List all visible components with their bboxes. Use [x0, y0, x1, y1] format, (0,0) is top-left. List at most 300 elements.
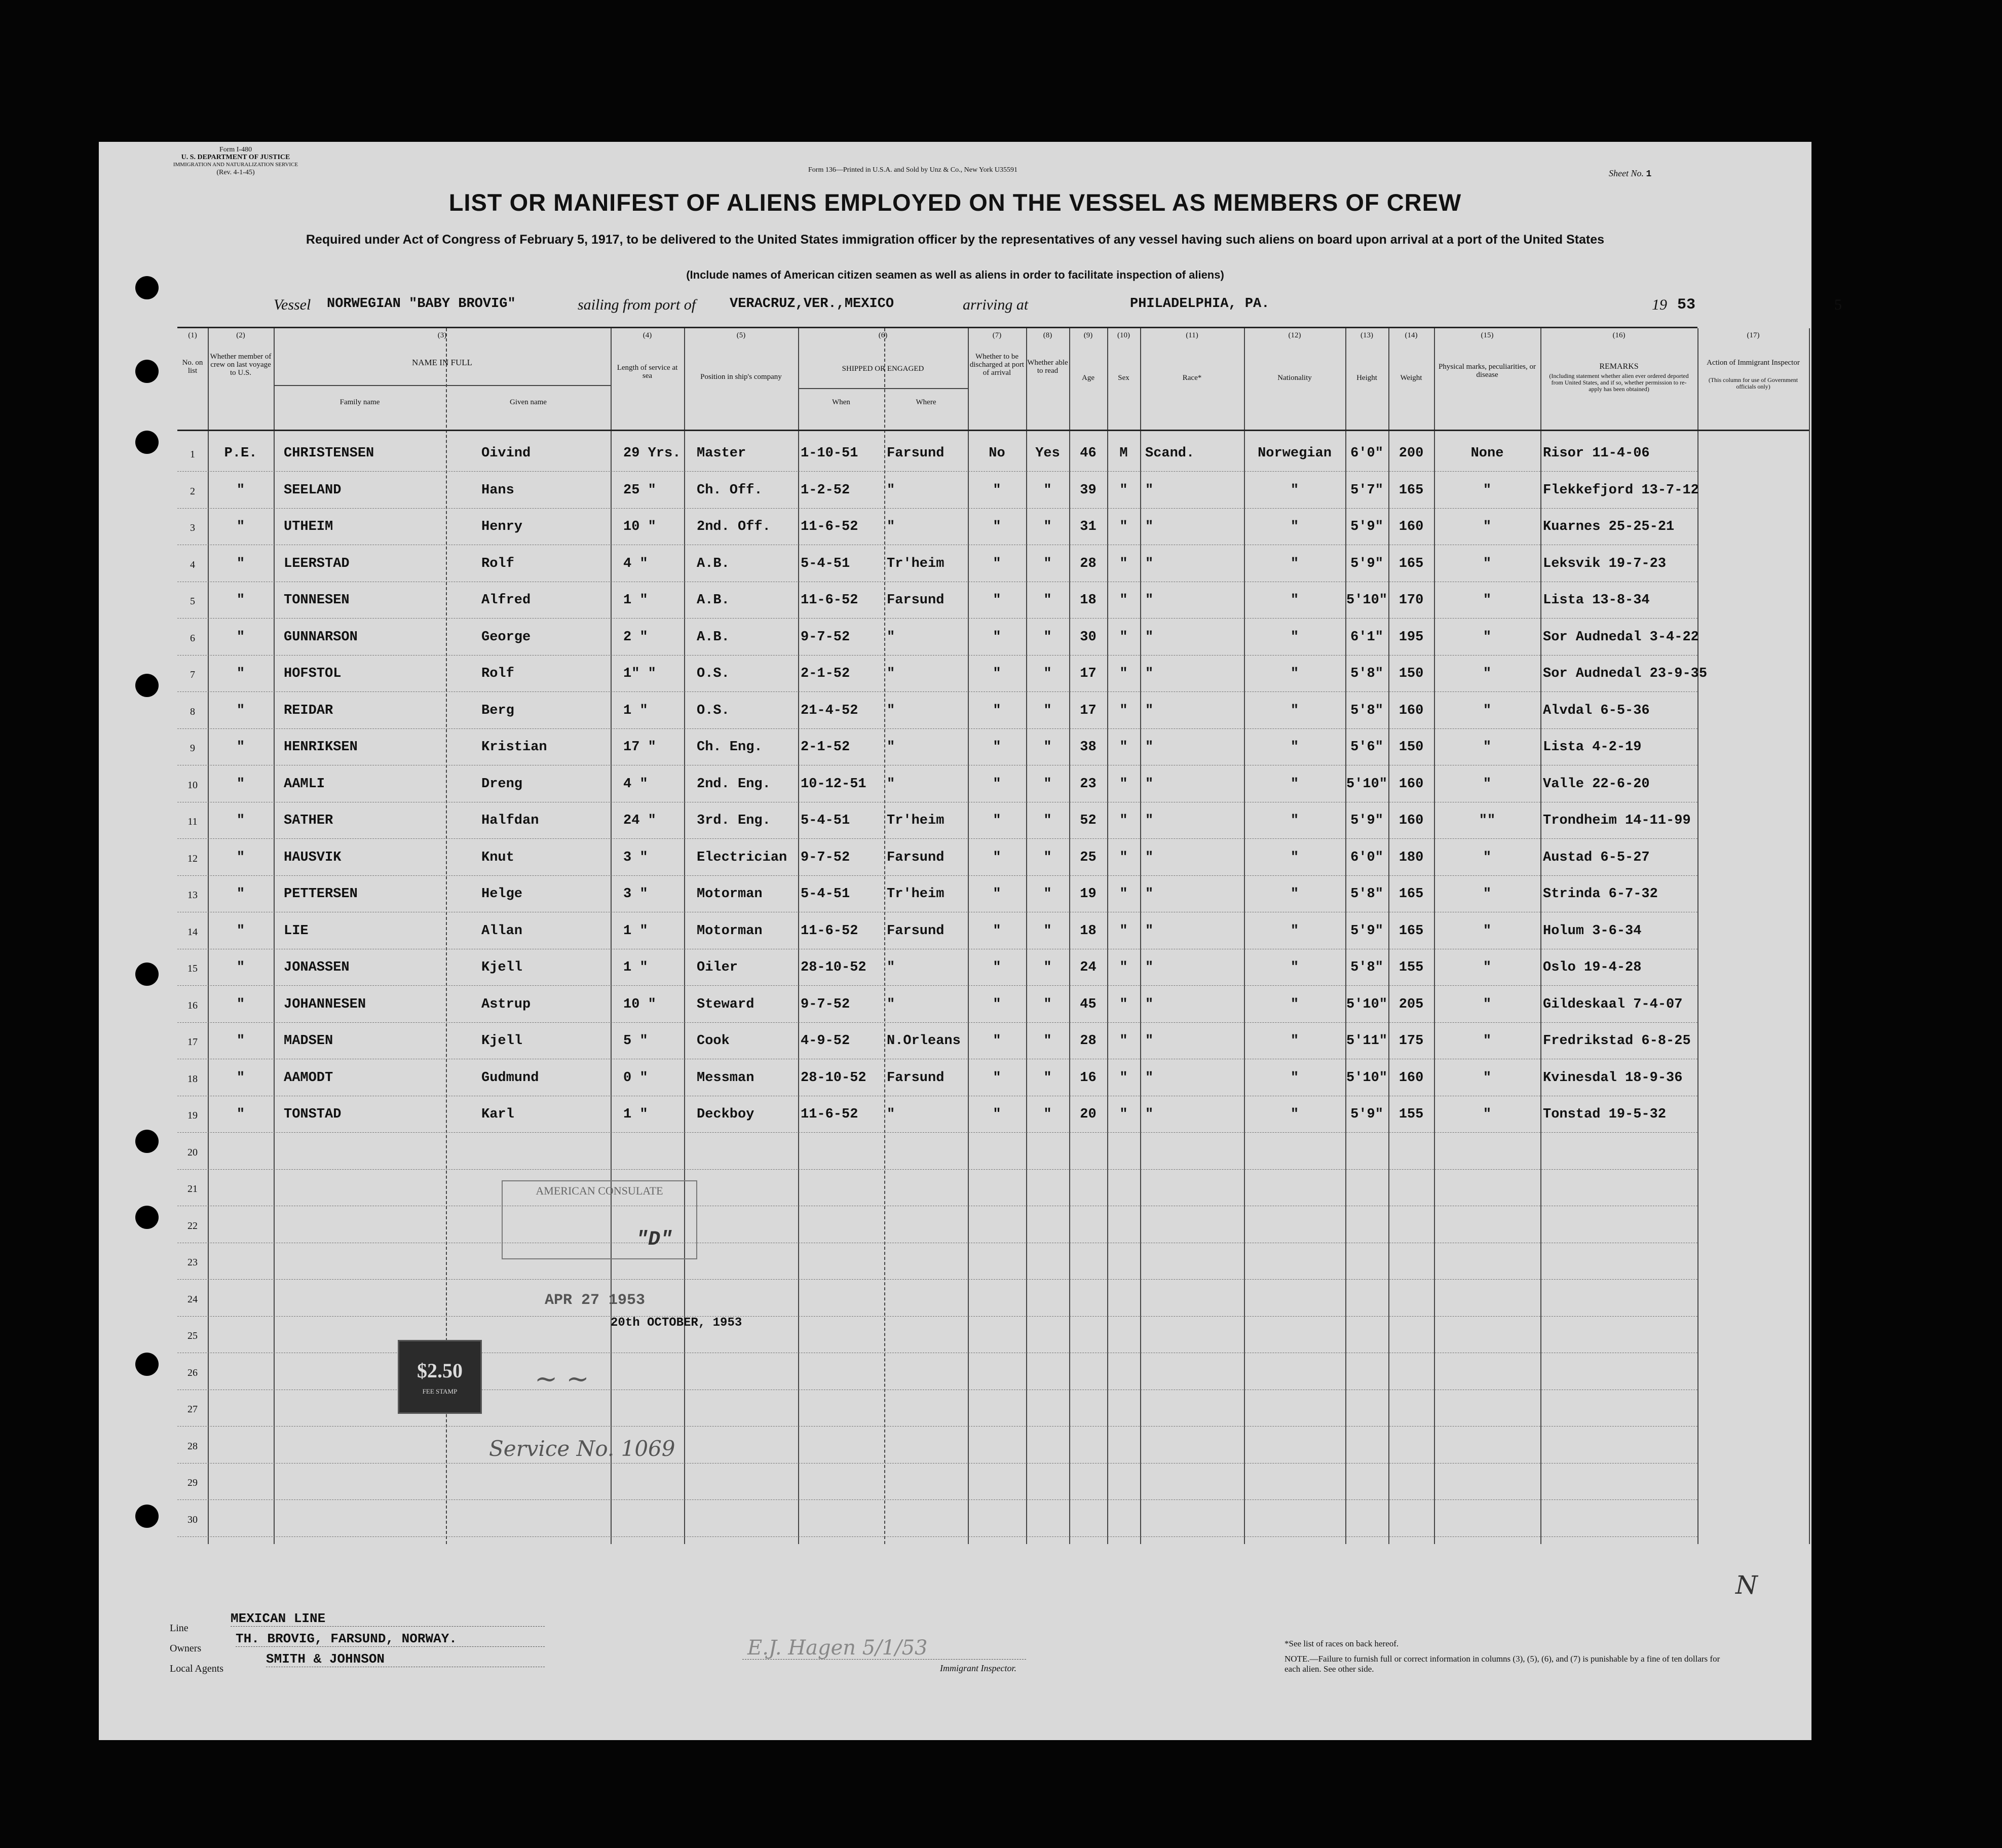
cell-service: 17 " — [623, 740, 656, 755]
cell-given: Helge — [481, 887, 523, 902]
col-num: (13) — [1361, 331, 1373, 339]
cell-height: 5'10" — [1346, 776, 1387, 792]
cell-service: 2 " — [623, 629, 648, 645]
cell-when: 5-4-51 — [801, 813, 850, 828]
cell-where: " — [887, 1107, 895, 1122]
col-num: (17) — [1747, 331, 1760, 339]
cell-weight: 155 — [1399, 1107, 1424, 1122]
row-number: 26 — [187, 1367, 198, 1378]
cell-age: 38 — [1080, 740, 1097, 755]
cell-nationality: " — [1290, 887, 1299, 902]
cell-height: 5'10" — [1346, 996, 1387, 1012]
cell-position: A.B. — [697, 556, 730, 571]
cell-height: 5'11" — [1346, 1033, 1387, 1049]
cell-where: " — [887, 629, 895, 645]
col-race-header: Race* — [1182, 374, 1202, 382]
cell-discharged: " — [993, 960, 1001, 975]
cell-marks: " — [1483, 703, 1492, 718]
cell-weight: 160 — [1399, 519, 1424, 534]
cell-when: 5-4-51 — [801, 887, 850, 902]
cell-prev: " — [236, 519, 245, 534]
col-num: (15) — [1481, 331, 1494, 339]
cell-race: " — [1145, 996, 1154, 1012]
initial-mark: N — [1735, 1570, 1758, 1600]
cell-race: " — [1145, 960, 1154, 975]
page-title: LIST OR MANIFEST OF ALIENS EMPLOYED ON THE VESSEL AS MEMBERS OF CREW — [448, 189, 1462, 216]
cell-where: " — [887, 666, 895, 681]
cell-service: 10 " — [623, 996, 656, 1012]
cell-age: 17 — [1080, 703, 1097, 718]
cell-family: HOFSTOL — [284, 666, 342, 681]
cell-sex: " — [1119, 629, 1128, 645]
cell-remarks: Alvdal 6-5-36 — [1543, 703, 1650, 718]
cell-prev: " — [236, 1107, 245, 1122]
row-number: 23 — [187, 1257, 198, 1268]
cell-race: " — [1145, 887, 1154, 902]
cell-marks: " — [1483, 923, 1492, 939]
cell-family: JONASSEN — [284, 960, 350, 975]
row-number: 13 — [187, 890, 198, 901]
races-note: *See list of races on back hereof. — [1285, 1639, 1399, 1648]
cell-when: 9-7-52 — [801, 629, 850, 645]
col-read-header: Whether able to read — [1027, 359, 1068, 375]
fine-note: NOTE.—Failure to furnish full or correct information in columns (3), (5), (6), and (7) is punishable by a fine of ten dollars for each alien. See other side. — [1285, 1654, 1720, 1674]
cell-nationality: " — [1290, 813, 1299, 828]
sheet-number: Sheet No. 1 — [1609, 168, 1652, 179]
row-number: 17 — [187, 1036, 198, 1048]
cell-marks: " — [1483, 740, 1492, 755]
cell-position: Oiler — [697, 960, 738, 975]
cell-given: Berg — [481, 703, 514, 718]
row-number: 21 — [187, 1183, 198, 1195]
inspector-label: Immigrant Inspector. — [940, 1663, 1016, 1673]
row-number: 5 — [190, 596, 195, 607]
col-remarks-header: REMARKS — [1599, 362, 1639, 371]
cell-read: " — [1043, 996, 1052, 1012]
cell-given: Kristian — [481, 740, 547, 755]
row-number: 28 — [187, 1440, 198, 1452]
row-number: 2 — [190, 485, 195, 497]
cell-where: Tr'heim — [887, 813, 945, 828]
cell-prev: " — [236, 923, 245, 939]
cell-family: UTHEIM — [284, 519, 333, 534]
col-where-header: Where — [916, 398, 936, 406]
cell-prev: " — [236, 776, 245, 792]
cell-discharged: " — [993, 666, 1001, 681]
col-nationality-header: Nationality — [1277, 374, 1312, 382]
cell-height: 5'9" — [1350, 556, 1383, 571]
col-sex-header: Sex — [1118, 374, 1129, 382]
cell-prev: " — [236, 593, 245, 608]
cell-height: 5'8" — [1350, 960, 1383, 975]
cell-discharged: " — [993, 776, 1001, 792]
cell-race: " — [1145, 1070, 1154, 1086]
cell-when: 9-7-52 — [801, 850, 850, 865]
cell-given: Oivind — [481, 446, 531, 461]
cell-weight: 150 — [1399, 740, 1424, 755]
cell-height: 5'9" — [1350, 519, 1383, 534]
col-previous-header: Whether member of crew on last voyage to U.S. — [210, 353, 272, 377]
cell-discharged: " — [993, 813, 1001, 828]
cell-height: 5'8" — [1350, 666, 1383, 681]
punch-hole — [135, 1505, 159, 1528]
cell-height: 6'1" — [1350, 629, 1383, 645]
cell-remarks: Holum 3-6-34 — [1543, 923, 1642, 939]
cell-read: " — [1043, 960, 1052, 975]
cell-discharged: " — [993, 887, 1001, 902]
cell-nationality: " — [1290, 923, 1299, 939]
cell-age: 31 — [1080, 519, 1097, 534]
cell-marks: " — [1483, 887, 1492, 902]
cell-position: Cook — [697, 1033, 730, 1049]
cell-sex: " — [1119, 482, 1128, 498]
row-number: 3 — [190, 522, 195, 533]
cell-service: 3 " — [623, 887, 648, 902]
d-mark: "D" — [636, 1228, 673, 1251]
form-identifier: Form I-480 U. S. DEPARTMENT OF JUSTICE IMMIGRATION AND NATURALIZATION SERVICE (Rev. 4-1-45) — [173, 146, 298, 176]
cell-remarks: Tonstad 19-5-32 — [1543, 1107, 1667, 1122]
cell-prev: " — [236, 960, 245, 975]
cell-family: HAUSVIK — [284, 850, 342, 865]
cell-read: " — [1043, 887, 1052, 902]
cell-height: 5'9" — [1350, 813, 1383, 828]
cell-position: Ch. Off. — [697, 482, 763, 498]
cell-family: MADSEN — [284, 1033, 333, 1049]
cell-age: 52 — [1080, 813, 1097, 828]
cell-where: " — [887, 703, 895, 718]
cell-remarks: Flekkefjord 13-7-12 — [1543, 482, 1699, 498]
cell-race: " — [1145, 593, 1154, 608]
cell-family: GUNNARSON — [284, 629, 358, 645]
cell-height: 5'8" — [1350, 703, 1383, 718]
row-number: 29 — [187, 1477, 198, 1488]
cell-height: 5'9" — [1350, 1107, 1383, 1122]
consular-signature: ~ ~ — [535, 1363, 589, 1395]
cell-family: TONNESEN — [284, 593, 350, 608]
cell-given: Allan — [481, 923, 523, 939]
cell-prev: " — [236, 740, 245, 755]
punch-hole — [135, 674, 159, 697]
requirement-note: (Include names of American citizen seamen as well as aliens in order to facilitate inspection of aliens) — [686, 268, 1224, 281]
cell-remarks: Kuarnes 25-25-21 — [1543, 519, 1675, 534]
cell-race: " — [1145, 629, 1154, 645]
cell-family: JOHANNESEN — [284, 996, 366, 1012]
col-marks-header: Physical marks, peculiarities, or disease — [1438, 363, 1536, 379]
cell-remarks: Risor 11-4-06 — [1543, 446, 1650, 461]
col-num: (1) — [188, 331, 197, 339]
cell-marks: " — [1483, 482, 1492, 498]
cell-remarks: Trondheim 14-11-99 — [1543, 813, 1691, 828]
cell-discharged: " — [993, 556, 1001, 571]
cell-age: 39 — [1080, 482, 1097, 498]
cell-remarks: Lista 4-2-19 — [1543, 740, 1642, 755]
cell-where: " — [887, 776, 895, 792]
cell-given: Kjell — [481, 1033, 523, 1049]
cell-discharged: " — [993, 482, 1001, 498]
cell-age: 28 — [1080, 1033, 1097, 1049]
cell-age: 19 — [1080, 887, 1097, 902]
cell-nationality: " — [1290, 556, 1299, 571]
cell-where: " — [887, 740, 895, 755]
cell-nationality: " — [1290, 519, 1299, 534]
cell-service: 24 " — [623, 813, 656, 828]
cell-where: Farsund — [887, 446, 945, 461]
printer-line: Form 136—Printed in U.S.A. and Sold by Unz & Co., New York U35591 — [808, 166, 1018, 174]
cell-given: Hans — [481, 482, 514, 498]
cell-weight: 155 — [1399, 960, 1424, 975]
cell-prev: " — [236, 482, 245, 498]
cell-read: " — [1043, 740, 1052, 755]
cell-given: George — [481, 629, 531, 645]
cell-when: 28-10-52 — [801, 960, 866, 975]
row-number: 1 — [190, 449, 195, 460]
cell-family: TONSTAD — [284, 1107, 342, 1122]
cell-position: 2nd. Eng. — [697, 776, 771, 792]
cell-position: 3rd. Eng. — [697, 813, 771, 828]
cell-when: 28-10-52 — [801, 1070, 866, 1086]
cell-nationality: " — [1290, 666, 1299, 681]
cell-family: CHRISTENSEN — [284, 446, 374, 461]
cell-height: 6'0" — [1350, 850, 1383, 865]
cell-weight: 165 — [1399, 923, 1424, 939]
cell-height: 5'9" — [1350, 923, 1383, 939]
cell-family: LEERSTAD — [284, 556, 350, 571]
line-value: MEXICAN LINE — [231, 1611, 545, 1627]
cell-marks: " — [1483, 666, 1492, 681]
cell-height: 6'0" — [1350, 446, 1383, 461]
cell-position: Ch. Eng. — [697, 740, 763, 755]
cell-position: A.B. — [697, 629, 730, 645]
cell-position: O.S. — [697, 703, 730, 718]
cell-discharged: " — [993, 740, 1001, 755]
cell-read: " — [1043, 923, 1052, 939]
cell-height: 5'6" — [1350, 740, 1383, 755]
cell-given: Gudmund — [481, 1070, 539, 1086]
cell-marks: " — [1483, 850, 1492, 865]
cell-prev: " — [236, 629, 245, 645]
cell-when: 9-7-52 — [801, 996, 850, 1012]
cell-service: 4 " — [623, 776, 648, 792]
cell-nationality: " — [1290, 703, 1299, 718]
cell-sex: " — [1119, 556, 1128, 571]
cell-nationality: " — [1290, 629, 1299, 645]
cell-position: Motorman — [697, 887, 763, 902]
cell-where: N.Orleans — [887, 1033, 961, 1049]
cell-nationality: " — [1290, 1107, 1299, 1122]
col-num: (11) — [1186, 331, 1198, 339]
cell-service: 1" " — [623, 666, 656, 681]
cell-remarks: Gildeskaal 7-4-07 — [1543, 996, 1683, 1012]
cell-remarks: Leksvik 19-7-23 — [1543, 556, 1667, 571]
cell-height: 5'10" — [1346, 1070, 1387, 1086]
cell-height: 5'10" — [1346, 593, 1387, 608]
cell-weight: 200 — [1399, 446, 1424, 461]
cell-nationality: " — [1290, 996, 1299, 1012]
cell-nationality: " — [1290, 776, 1299, 792]
cell-when: 1-10-51 — [801, 446, 858, 461]
cell-sex: " — [1119, 850, 1128, 865]
col-num: (3) — [437, 331, 447, 339]
col-service-header: Length of service at sea — [617, 364, 678, 380]
cell-weight: 170 — [1399, 593, 1424, 608]
cell-read: " — [1043, 1070, 1052, 1086]
col-discharged-header: Whether to be discharged at port of arrival — [969, 353, 1025, 377]
cell-race: " — [1145, 666, 1154, 681]
cell-read: " — [1043, 1033, 1052, 1049]
cell-when: 11-6-52 — [801, 593, 858, 608]
cell-discharged: " — [993, 629, 1001, 645]
cell-service: 1 " — [623, 703, 648, 718]
cell-position: Messman — [697, 1070, 754, 1086]
cell-sex: " — [1119, 1107, 1128, 1122]
cell-when: 11-6-52 — [801, 1107, 858, 1122]
col-action-note: (This column for use of Government officials only) — [1708, 376, 1798, 390]
cell-discharged: " — [993, 703, 1001, 718]
cell-family: REIDAR — [284, 703, 333, 718]
cell-position: Electrician — [697, 850, 787, 865]
cell-marks: " — [1483, 629, 1492, 645]
cell-age: 16 — [1080, 1070, 1097, 1086]
cell-family: SATHER — [284, 813, 333, 828]
col-given-header: Given name — [510, 398, 547, 406]
cell-weight: 160 — [1399, 1070, 1424, 1086]
row-number: 14 — [187, 926, 198, 938]
col-name-header: NAME IN FULL — [412, 358, 472, 367]
cell-marks: "" — [1479, 813, 1496, 828]
cell-service: 10 " — [623, 519, 656, 534]
cell-service: 0 " — [623, 1070, 648, 1086]
cell-read: " — [1043, 776, 1052, 792]
cell-sex: " — [1119, 923, 1128, 939]
cell-service: 25 " — [623, 482, 656, 498]
cell-race: " — [1145, 776, 1154, 792]
col-when-header: When — [832, 398, 850, 406]
cell-family: AAMODT — [284, 1070, 333, 1086]
row-number: 11 — [187, 816, 198, 827]
punch-hole — [135, 431, 159, 454]
cell-where: Farsund — [887, 593, 945, 608]
cell-age: 23 — [1080, 776, 1097, 792]
col-num: (7) — [992, 331, 1002, 339]
row-number: 9 — [190, 743, 195, 754]
row-number: 30 — [187, 1514, 198, 1525]
fee-stamp: $2.50 FEE STAMP — [398, 1340, 482, 1414]
col-num: (10) — [1117, 331, 1130, 339]
cell-race: " — [1145, 1033, 1154, 1049]
cell-race: " — [1145, 703, 1154, 718]
cell-race: " — [1145, 482, 1154, 498]
cell-position: 2nd. Off. — [697, 519, 771, 534]
row-number: 16 — [187, 999, 198, 1011]
cell-where: " — [887, 482, 895, 498]
cell-height: 5'7" — [1350, 482, 1383, 498]
punch-hole — [135, 360, 159, 383]
cell-where: " — [887, 960, 895, 975]
cell-sex: " — [1119, 1070, 1128, 1086]
cell-read: " — [1043, 519, 1052, 534]
cell-where: Tr'heim — [887, 556, 945, 571]
cell-given: Kjell — [481, 960, 523, 975]
cell-read: " — [1043, 1107, 1052, 1122]
cell-nationality: " — [1290, 593, 1299, 608]
cell-remarks: Lista 13-8-34 — [1543, 593, 1650, 608]
cell-discharged: " — [993, 519, 1001, 534]
col-num: (16) — [1612, 331, 1626, 339]
row-number: 6 — [190, 632, 195, 644]
cell-sex: " — [1119, 996, 1128, 1012]
cell-remarks: Sor Audnedal 23-9-35 — [1543, 666, 1708, 681]
row-number: 27 — [187, 1404, 198, 1415]
row-number: 12 — [187, 853, 198, 864]
cell-nationality: " — [1290, 850, 1299, 865]
col-num: (2) — [236, 331, 245, 339]
row-number: 24 — [187, 1293, 198, 1305]
cell-discharged: " — [993, 923, 1001, 939]
row-number: 10 — [187, 779, 198, 791]
cell-read: " — [1043, 813, 1052, 828]
cell-remarks: Sor Audnedal 3-4-22 — [1543, 629, 1699, 645]
punch-hole — [135, 1353, 159, 1376]
col-weight-header: Weight — [1400, 374, 1422, 382]
row-number: 8 — [190, 706, 195, 717]
agents-value: SMITH & JOHNSON — [266, 1651, 545, 1667]
col-no-header: No. on list — [182, 359, 203, 375]
cell-remarks: Kvinesdal 18-9-36 — [1543, 1070, 1683, 1086]
cell-read: " — [1043, 666, 1052, 681]
cell-prev: " — [236, 850, 245, 865]
cell-prev: " — [236, 703, 245, 718]
cell-marks: " — [1483, 996, 1492, 1012]
cell-nationality: Norwegian — [1258, 446, 1332, 461]
cell-family: LIE — [284, 923, 309, 939]
cell-marks: None — [1470, 446, 1504, 461]
cell-weight: 205 — [1399, 996, 1424, 1012]
cell-read: " — [1043, 629, 1052, 645]
cell-sex: " — [1119, 1033, 1128, 1049]
col-num: (4) — [643, 331, 652, 339]
cell-sex: " — [1119, 776, 1128, 792]
row-number: 25 — [187, 1330, 198, 1341]
cell-age: 30 — [1080, 629, 1097, 645]
cell-position: Deckboy — [697, 1107, 754, 1122]
col-action-header: Action of Immigrant Inspector — [1707, 359, 1800, 367]
cell-given: Henry — [481, 519, 523, 534]
cell-family: PETTERSEN — [284, 887, 358, 902]
cell-when: 11-6-52 — [801, 519, 858, 534]
cell-read: " — [1043, 556, 1052, 571]
cell-discharged: " — [993, 1107, 1001, 1122]
cell-weight: 165 — [1399, 887, 1424, 902]
cell-sex: " — [1119, 960, 1128, 975]
cell-sex: " — [1119, 740, 1128, 755]
cell-age: 24 — [1080, 960, 1097, 975]
cell-discharged: " — [993, 1033, 1001, 1049]
cell-given: Halfdan — [481, 813, 539, 828]
typed-date: 20th OCTOBER, 1953 — [611, 1316, 742, 1330]
cell-sex: " — [1119, 887, 1128, 902]
requirement-text: Required under Act of Congress of February 5, 1917, to be delivered to the United States immigration officer by the representatives of any vessel having such aliens on board upon arrival at a port of the United States — [306, 233, 1605, 247]
cell-given: Rolf — [481, 556, 514, 571]
cell-where: " — [887, 519, 895, 534]
cell-nationality: " — [1290, 740, 1299, 755]
cell-read: " — [1043, 850, 1052, 865]
row-number: 4 — [190, 559, 195, 570]
cell-race: " — [1145, 740, 1154, 755]
cell-service: 1 " — [623, 593, 648, 608]
cell-marks: " — [1483, 1070, 1492, 1086]
cell-where: Farsund — [887, 923, 945, 939]
cell-remarks: Valle 22-6-20 — [1543, 776, 1650, 792]
